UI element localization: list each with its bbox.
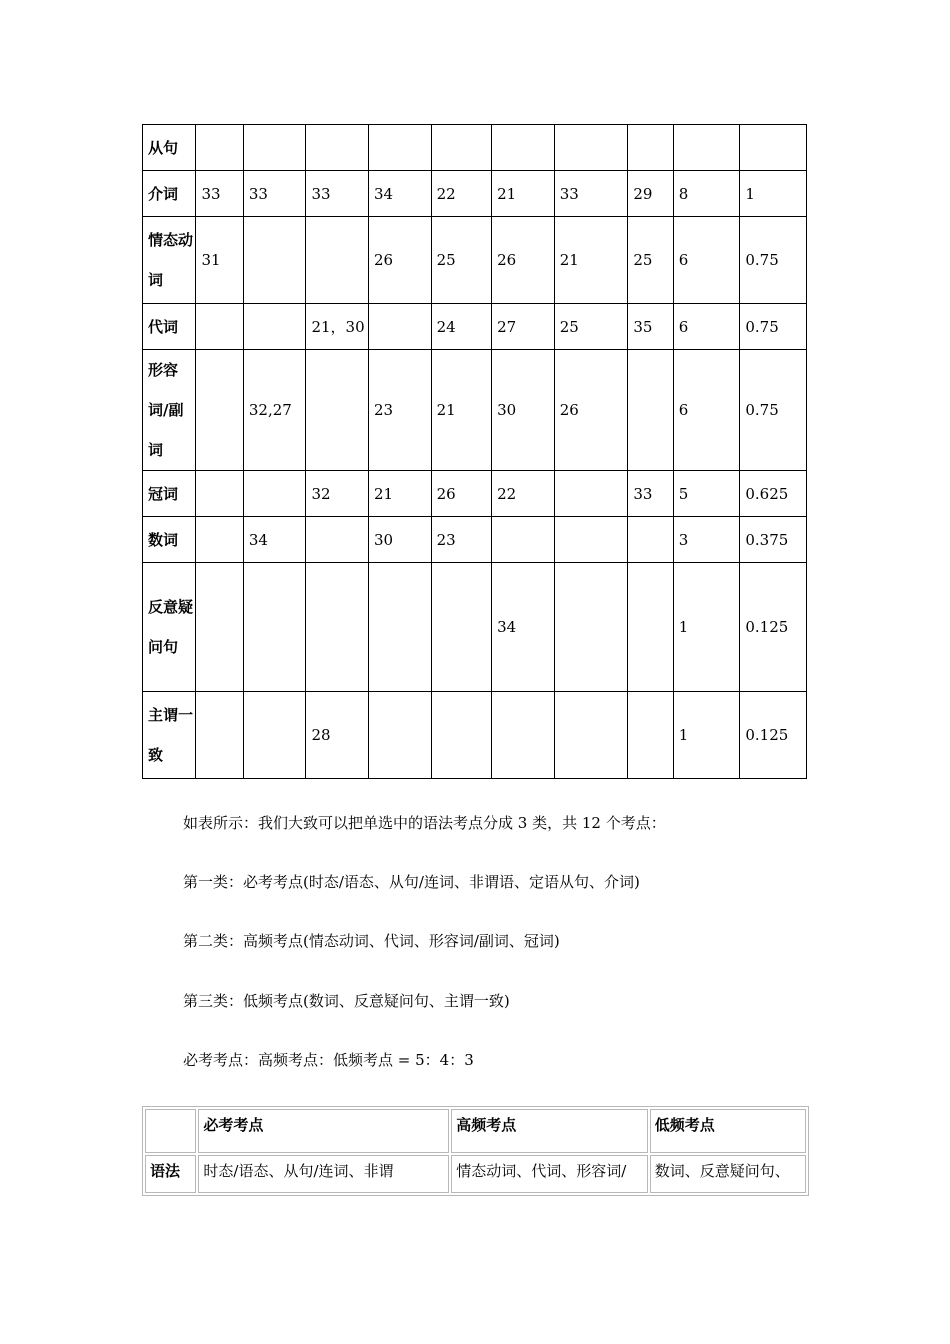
table-cell	[369, 125, 432, 171]
table-cell: 25	[431, 217, 492, 304]
table-cell	[628, 125, 673, 171]
exam-point-table	[142, 124, 807, 779]
table-cell: 0.375	[740, 517, 807, 563]
table-cell: 26	[369, 217, 432, 304]
table-cell: 34	[369, 171, 432, 217]
table-cell: 22	[431, 171, 492, 217]
table-cell	[554, 125, 628, 171]
row-label: 从句	[143, 125, 196, 171]
table-cell: 25	[628, 217, 673, 304]
table-cell: 26	[492, 217, 555, 304]
table-cell: 33	[554, 171, 628, 217]
table-cell: 21	[369, 471, 432, 517]
category-one-paragraph: 第一类：必考考点(时态/语态、从句/连词、非谓语、定语从句、介词)	[183, 873, 640, 891]
table-cell	[492, 692, 555, 779]
row-label: 形容词/副词	[143, 350, 196, 471]
intro-paragraph: 如表所示：我们大致可以把单选中的语法考点分成 3 类，共 12 个考点：	[183, 814, 666, 832]
table-cell: 0.75	[740, 350, 807, 471]
row-label: 反意疑问句	[143, 563, 196, 692]
table-cell	[492, 517, 555, 563]
table-cell: 0.625	[740, 471, 807, 517]
table-cell: 6	[673, 217, 740, 304]
category-three-paragraph: 第三类：低频考点(数词、反意疑问句、主谓一致)	[183, 992, 510, 1010]
table-cell	[243, 471, 306, 517]
table-cell	[196, 563, 243, 692]
table-cell	[554, 563, 628, 692]
table-cell	[196, 692, 243, 779]
table-cell: 0.125	[740, 692, 807, 779]
row-label: 冠词	[143, 471, 196, 517]
table-cell: 5	[673, 471, 740, 517]
table-cell: 8	[673, 171, 740, 217]
table-cell: 24	[431, 304, 492, 350]
table-cell	[492, 125, 555, 171]
ratio-paragraph: 必考考点：高频考点：低频考点 = 5：4：3	[183, 1051, 474, 1069]
table-cell: 34	[492, 563, 555, 692]
summary-grammar-row	[145, 1155, 806, 1193]
table-cell	[369, 563, 432, 692]
table-cell: 27	[492, 304, 555, 350]
table-cell: 1	[673, 563, 740, 692]
table-cell	[369, 304, 432, 350]
table-cell	[554, 517, 628, 563]
table-cell	[243, 692, 306, 779]
table-cell: 34	[243, 517, 306, 563]
table-row	[143, 217, 807, 304]
table-row	[143, 517, 807, 563]
table-cell	[196, 304, 243, 350]
table-cell: 25	[554, 304, 628, 350]
table-cell: 30	[492, 350, 555, 471]
table-cell	[740, 125, 807, 171]
table-cell	[554, 471, 628, 517]
table-cell	[628, 692, 673, 779]
table-cell: 33	[196, 171, 243, 217]
table-cell	[628, 350, 673, 471]
table-cell: 29	[628, 171, 673, 217]
table-cell: 26	[554, 350, 628, 471]
summary-cell-required: 时态/语态、从句/连词、非谓	[198, 1155, 449, 1193]
table-cell: 21	[431, 350, 492, 471]
table-cell: 3	[673, 517, 740, 563]
table-cell	[431, 692, 492, 779]
table-cell	[431, 125, 492, 171]
table-cell: 1	[740, 171, 807, 217]
table-cell	[306, 350, 369, 471]
table-cell	[673, 125, 740, 171]
table-cell: 32	[306, 471, 369, 517]
table-cell: 30	[369, 517, 432, 563]
category-two-paragraph: 第二类：高频考点(情态动词、代词、形容词/副词、冠词)	[183, 932, 560, 950]
table-cell	[306, 125, 369, 171]
table-cell: 23	[431, 517, 492, 563]
row-label: 介词	[143, 171, 196, 217]
table-row	[143, 350, 807, 471]
table-cell: 33	[306, 171, 369, 217]
table-cell: 0.75	[740, 217, 807, 304]
table-cell: 21，30	[306, 304, 369, 350]
table-cell	[306, 217, 369, 304]
summary-header-required: 必考考点	[198, 1109, 449, 1153]
summary-header-low-frequency: 低频考点	[650, 1109, 806, 1153]
table-cell: 28	[306, 692, 369, 779]
table-cell: 21	[554, 217, 628, 304]
table-row	[143, 692, 807, 779]
table-row	[143, 471, 807, 517]
table-cell	[243, 125, 306, 171]
table-cell: 0.125	[740, 563, 807, 692]
table-row	[143, 563, 807, 692]
table-cell	[196, 350, 243, 471]
table-cell: 31	[196, 217, 243, 304]
table-cell: 33	[243, 171, 306, 217]
summary-table	[142, 1106, 809, 1196]
summary-header-high-frequency: 高频考点	[451, 1109, 647, 1153]
table-cell	[243, 563, 306, 692]
table-cell: 0.75	[740, 304, 807, 350]
table-cell: 6	[673, 304, 740, 350]
table-cell: 6	[673, 350, 740, 471]
row-label: 数词	[143, 517, 196, 563]
summary-row-label: 语法	[145, 1155, 196, 1193]
summary-header-corner	[145, 1109, 196, 1153]
table-cell	[306, 517, 369, 563]
table-cell	[196, 471, 243, 517]
table-cell: 21	[492, 171, 555, 217]
table-cell	[306, 563, 369, 692]
table-cell	[243, 217, 306, 304]
table-cell	[628, 563, 673, 692]
table-cell: 22	[492, 471, 555, 517]
table-cell: 23	[369, 350, 432, 471]
summary-header-row	[145, 1109, 806, 1153]
table-cell	[243, 304, 306, 350]
table-cell	[628, 517, 673, 563]
table-row	[143, 125, 807, 171]
table-cell	[196, 517, 243, 563]
row-label: 主谓一致	[143, 692, 196, 779]
table-row	[143, 171, 807, 217]
table-cell	[554, 692, 628, 779]
table-cell: 1	[673, 692, 740, 779]
row-label: 情态动词	[143, 217, 196, 304]
table-cell	[431, 563, 492, 692]
summary-cell-low-frequency: 数词、反意疑问句、	[650, 1155, 806, 1193]
summary-cell-high-frequency: 情态动词、代词、形容词/	[451, 1155, 647, 1193]
table-cell: 26	[431, 471, 492, 517]
table-row	[143, 304, 807, 350]
table-cell	[369, 692, 432, 779]
table-cell: 32,27	[243, 350, 306, 471]
table-cell: 35	[628, 304, 673, 350]
row-label: 代词	[143, 304, 196, 350]
table-cell	[196, 125, 243, 171]
table-cell: 33	[628, 471, 673, 517]
